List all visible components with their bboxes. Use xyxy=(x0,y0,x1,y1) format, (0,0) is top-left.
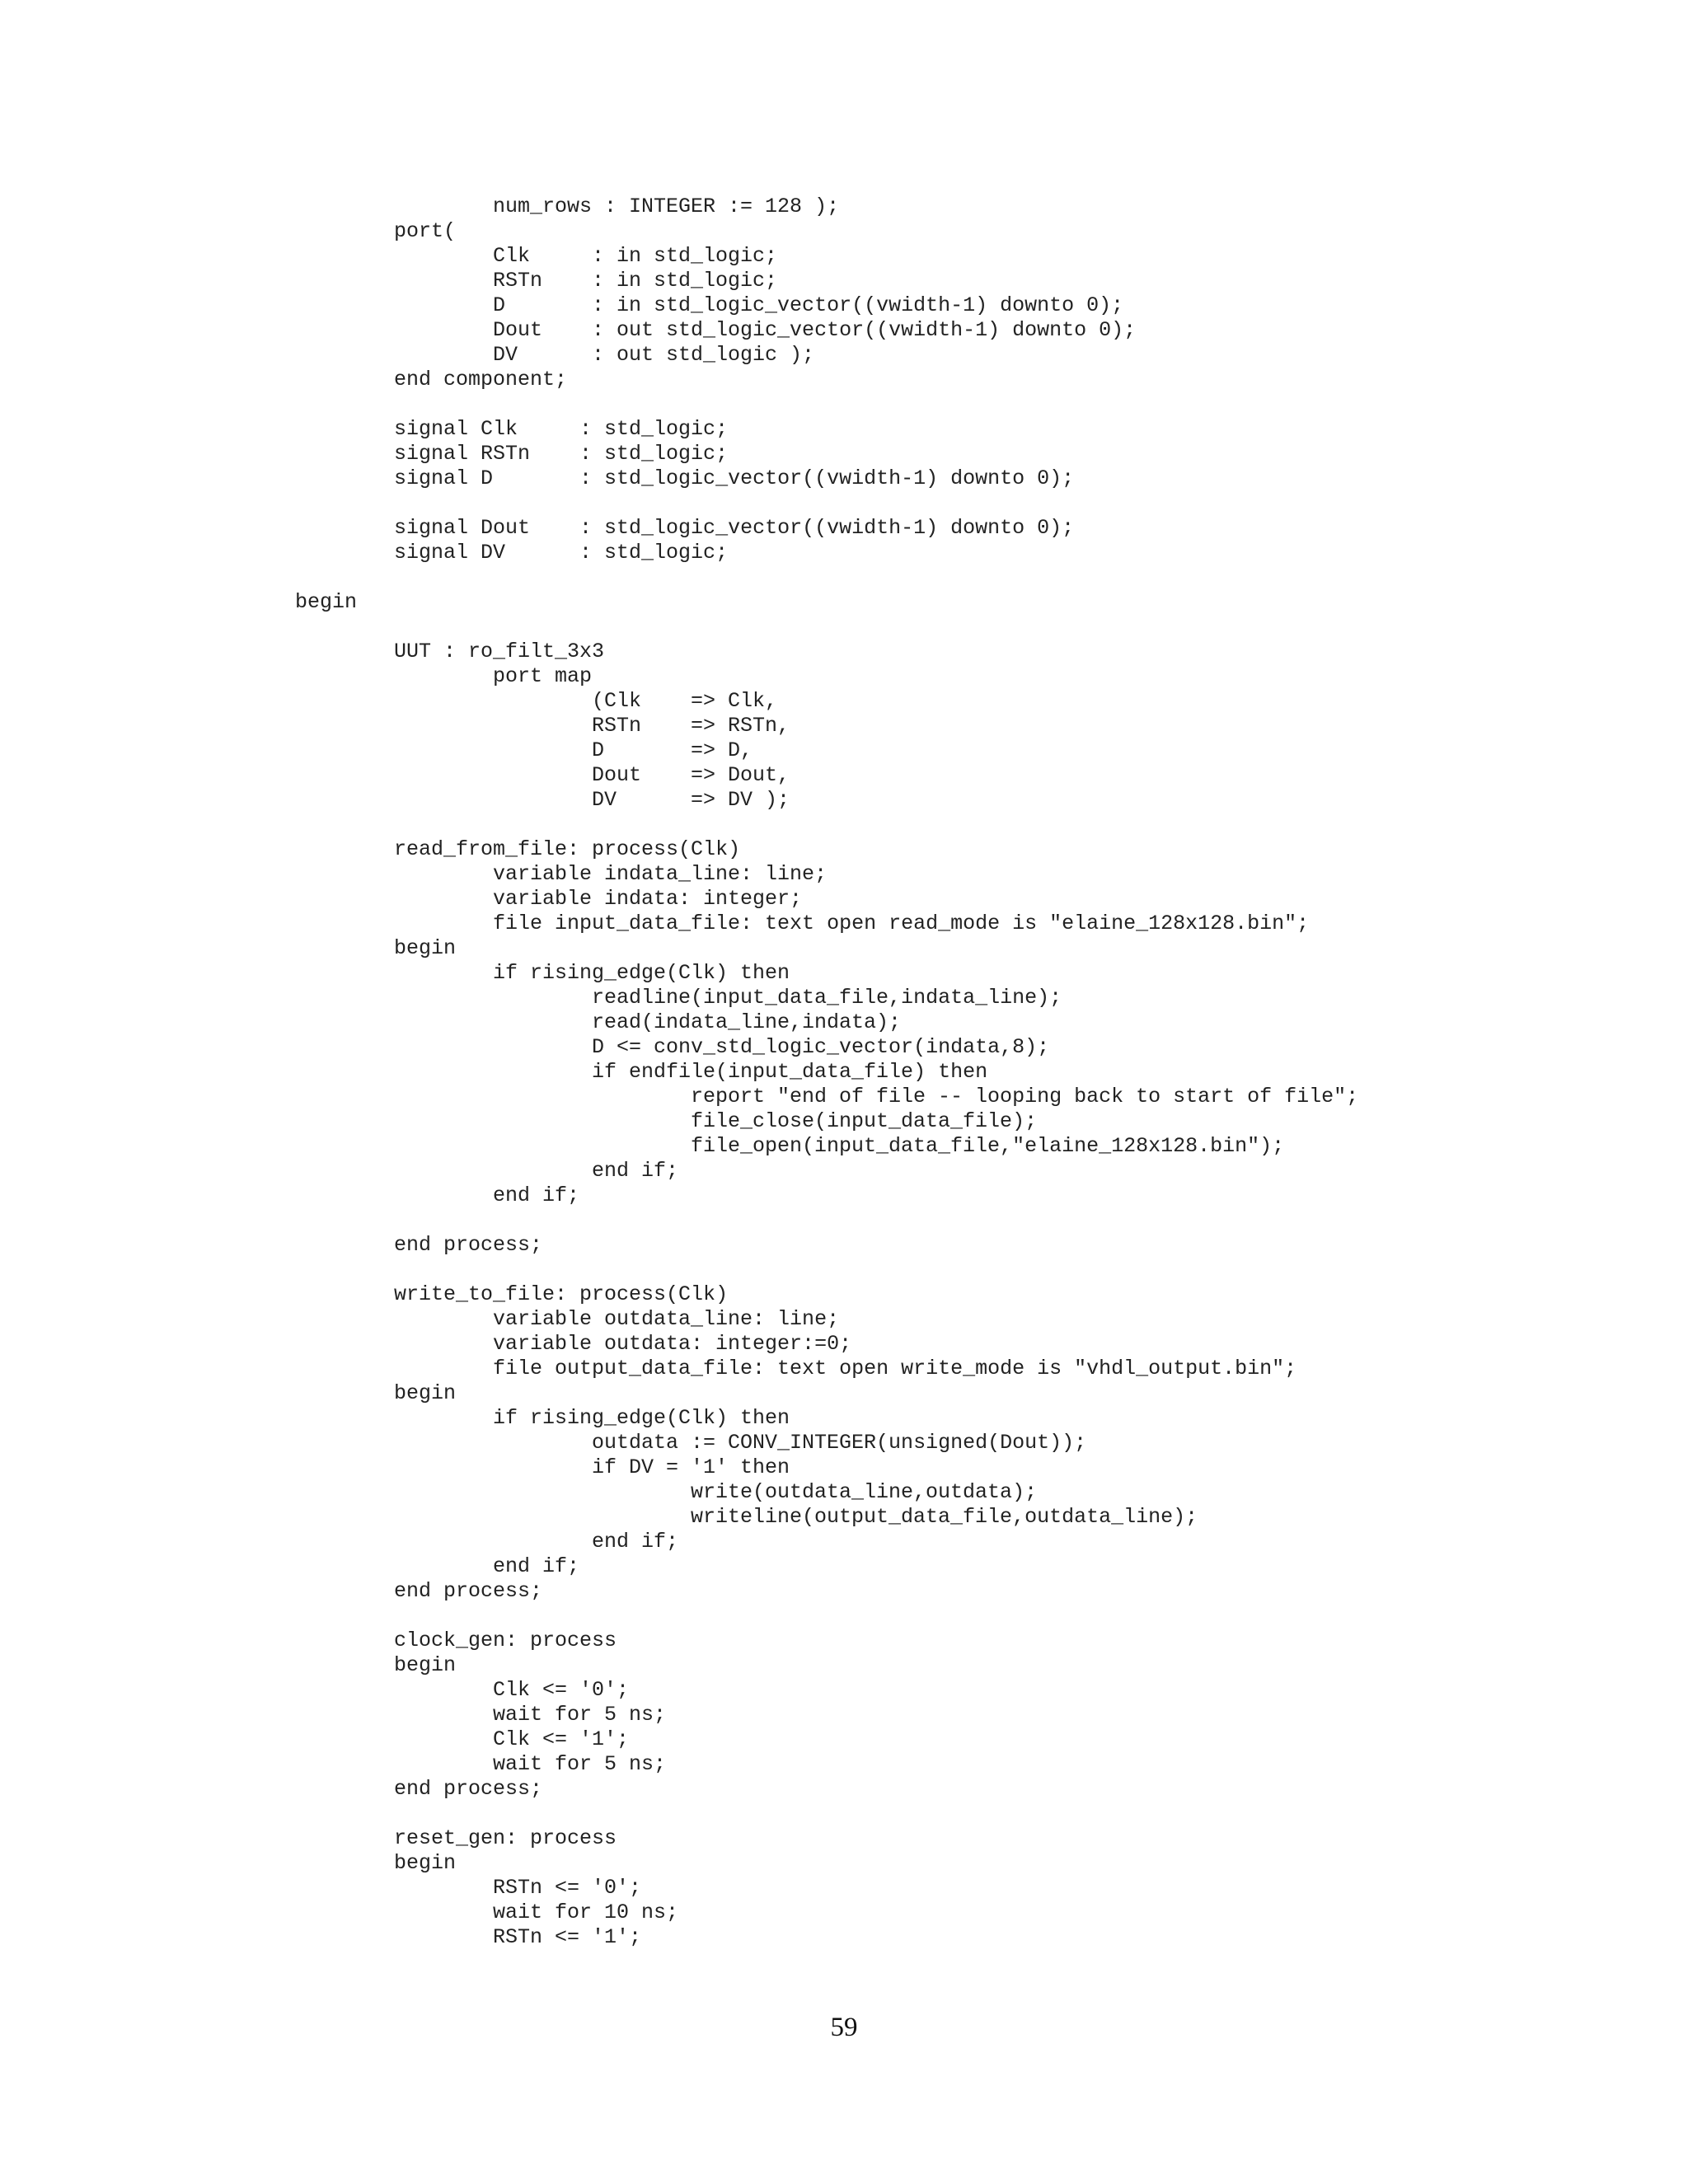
code-line-text: RSTn <= '1'; xyxy=(493,1925,642,1949)
code-line xyxy=(0,1381,1688,1406)
code-line xyxy=(0,194,1688,219)
code-line xyxy=(0,318,1688,343)
code-line xyxy=(0,689,1688,714)
code-line xyxy=(0,1060,1688,1085)
code-line-text: variable indata: integer; xyxy=(493,887,803,911)
code-line-text: D : in std_logic_vector((vwidth-1) downto 0); xyxy=(493,293,1124,317)
code-line xyxy=(0,293,1688,318)
code-line xyxy=(0,1629,1688,1653)
code-line-text: file_close(input_data_file); xyxy=(691,1109,1038,1133)
code-line xyxy=(0,1357,1688,1381)
code-line-text: wait for 5 ns; xyxy=(493,1752,667,1776)
code-line xyxy=(0,1258,1688,1282)
code-line-text: end process; xyxy=(394,1777,543,1801)
code-line xyxy=(0,1505,1688,1530)
code-line xyxy=(0,516,1688,541)
code-line xyxy=(0,714,1688,738)
code-line xyxy=(0,961,1688,986)
code-line xyxy=(0,788,1688,813)
code-line-text: end process; xyxy=(394,1579,543,1603)
code-line-text: signal D : std_logic_vector((vwidth-1) downto 0); xyxy=(394,466,1075,490)
code-line-text: DV => DV ); xyxy=(592,788,790,812)
code-line xyxy=(0,763,1688,788)
code-line xyxy=(0,590,1688,615)
code-line xyxy=(0,541,1688,565)
code-line-text: signal DV : std_logic; xyxy=(394,541,729,565)
code-line-text: Clk <= '0'; xyxy=(493,1678,630,1702)
code-line-text: variable indata_line: line; xyxy=(493,862,828,886)
code-line xyxy=(0,1530,1688,1554)
code-line xyxy=(0,1851,1688,1876)
code-line-text: outdata := CONV_INTEGER(unsigned(Dout)); xyxy=(592,1431,1087,1455)
code-line xyxy=(0,442,1688,466)
code-line-text: end if; xyxy=(592,1159,679,1183)
code-line xyxy=(0,392,1688,417)
code-line-text: UUT : ro_filt_3x3 xyxy=(394,640,605,663)
code-listing xyxy=(0,194,1688,1950)
code-line-text: reset_gen: process xyxy=(394,1826,617,1850)
code-line xyxy=(0,1802,1688,1826)
code-line-text: signal Dout : std_logic_vector((vwidth-1) downto 0); xyxy=(394,516,1075,540)
code-line-text: Dout => Dout, xyxy=(592,763,790,787)
code-line xyxy=(0,565,1688,590)
code-line-text: end if; xyxy=(493,1554,580,1578)
code-line xyxy=(0,1159,1688,1183)
code-line-text: end process; xyxy=(394,1233,543,1257)
code-line xyxy=(0,986,1688,1010)
code-line xyxy=(0,1925,1688,1950)
code-line-text: (Clk => Clk, xyxy=(592,689,778,713)
code-line xyxy=(0,1010,1688,1035)
code-line-text: begin xyxy=(394,1851,457,1875)
code-line-text: clock_gen: process xyxy=(394,1629,617,1652)
code-line xyxy=(0,813,1688,837)
code-line xyxy=(0,269,1688,293)
code-line-text: Clk : in std_logic; xyxy=(493,244,778,268)
code-line xyxy=(0,417,1688,442)
code-line xyxy=(0,862,1688,887)
code-line xyxy=(0,1703,1688,1727)
code-line xyxy=(0,1480,1688,1505)
code-line-text: begin xyxy=(394,1381,457,1405)
code-line xyxy=(0,1332,1688,1357)
code-line-text: variable outdata: integer:=0; xyxy=(493,1332,852,1356)
code-line xyxy=(0,244,1688,269)
code-line-text: end if; xyxy=(493,1183,580,1207)
code-line xyxy=(0,664,1688,689)
code-line-text: Clk <= '1'; xyxy=(493,1727,630,1751)
code-line xyxy=(0,936,1688,961)
code-line xyxy=(0,1876,1688,1900)
code-line-text: begin xyxy=(295,590,358,614)
code-line xyxy=(0,1579,1688,1604)
code-line-text: DV : out std_logic ); xyxy=(493,343,815,367)
page-number: 59 xyxy=(830,2013,858,2042)
code-line-text: read(indata_line,indata); xyxy=(592,1010,902,1034)
code-line-text: writeline(output_data_file,outdata_line); xyxy=(691,1505,1198,1529)
code-line xyxy=(0,1406,1688,1431)
code-line-text: RSTn : in std_logic; xyxy=(493,269,778,293)
code-line xyxy=(0,887,1688,912)
code-line xyxy=(0,1307,1688,1332)
code-line-text: if endfile(input_data_file) then xyxy=(592,1060,988,1084)
code-line-text: wait for 5 ns; xyxy=(493,1703,667,1727)
code-line xyxy=(0,466,1688,491)
code-line-text: Dout : out std_logic_vector((vwidth-1) downto 0); xyxy=(493,318,1137,342)
code-line-text: variable outdata_line: line; xyxy=(493,1307,840,1331)
code-line-text: signal RSTn : std_logic; xyxy=(394,442,729,466)
code-line-text: write_to_file: process(Clk) xyxy=(394,1282,729,1306)
code-line-text: if rising_edge(Clk) then xyxy=(493,1406,790,1430)
code-line-text: file input_data_file: text open read_mode is "elaine_128x128.bin"; xyxy=(493,912,1310,935)
code-line xyxy=(0,219,1688,244)
code-line xyxy=(0,1035,1688,1060)
code-line-text: port( xyxy=(394,219,457,243)
code-line-text: write(outdata_line,outdata); xyxy=(691,1480,1038,1504)
code-line-text: read_from_file: process(Clk) xyxy=(394,837,741,861)
code-line-text: begin xyxy=(394,1653,457,1677)
code-line xyxy=(0,1727,1688,1752)
code-line xyxy=(0,1554,1688,1579)
code-line-text: file_open(input_data_file,"elaine_128x128.bin"); xyxy=(691,1134,1285,1158)
code-line-text: end if; xyxy=(592,1530,679,1554)
code-line xyxy=(0,1826,1688,1851)
code-line xyxy=(0,1455,1688,1480)
code-line-text: num_rows : INTEGER := 128 ); xyxy=(493,194,840,218)
code-line xyxy=(0,1900,1688,1925)
code-line-text: report "end of file -- looping back to start of file"; xyxy=(691,1085,1359,1108)
code-line xyxy=(0,1777,1688,1802)
code-line-text: readline(input_data_file,indata_line); xyxy=(592,986,1062,1010)
code-line xyxy=(0,1233,1688,1258)
code-line xyxy=(0,1282,1688,1307)
code-line-text: wait for 10 ns; xyxy=(493,1900,679,1924)
code-line-text: D => D, xyxy=(592,738,753,762)
code-line-text: RSTn => RSTn, xyxy=(592,714,790,738)
code-line xyxy=(0,615,1688,640)
code-line-text: if DV = '1' then xyxy=(592,1455,790,1479)
code-line-text: D <= conv_std_logic_vector(indata,8); xyxy=(592,1035,1050,1059)
code-line-text: begin xyxy=(394,936,457,960)
code-line-text: if rising_edge(Clk) then xyxy=(493,961,790,985)
code-line xyxy=(0,1604,1688,1629)
code-line xyxy=(0,1183,1688,1208)
code-line xyxy=(0,1085,1688,1109)
code-line xyxy=(0,1134,1688,1159)
code-line-text: RSTn <= '0'; xyxy=(493,1876,642,1900)
code-line xyxy=(0,640,1688,664)
code-line xyxy=(0,912,1688,936)
code-line-text: signal Clk : std_logic; xyxy=(394,417,729,441)
code-line xyxy=(0,1208,1688,1233)
code-line xyxy=(0,343,1688,368)
code-line xyxy=(0,368,1688,392)
code-line-text: file output_data_file: text open write_mode is "vhdl_output.bin"; xyxy=(493,1357,1297,1380)
code-line xyxy=(0,1653,1688,1678)
code-line-text: end component; xyxy=(394,368,568,391)
code-line xyxy=(0,837,1688,862)
code-line xyxy=(0,738,1688,763)
code-line xyxy=(0,1678,1688,1703)
code-line xyxy=(0,1752,1688,1777)
code-line-text: port map xyxy=(493,664,593,688)
code-line xyxy=(0,1109,1688,1134)
code-line xyxy=(0,491,1688,516)
code-line xyxy=(0,1431,1688,1455)
